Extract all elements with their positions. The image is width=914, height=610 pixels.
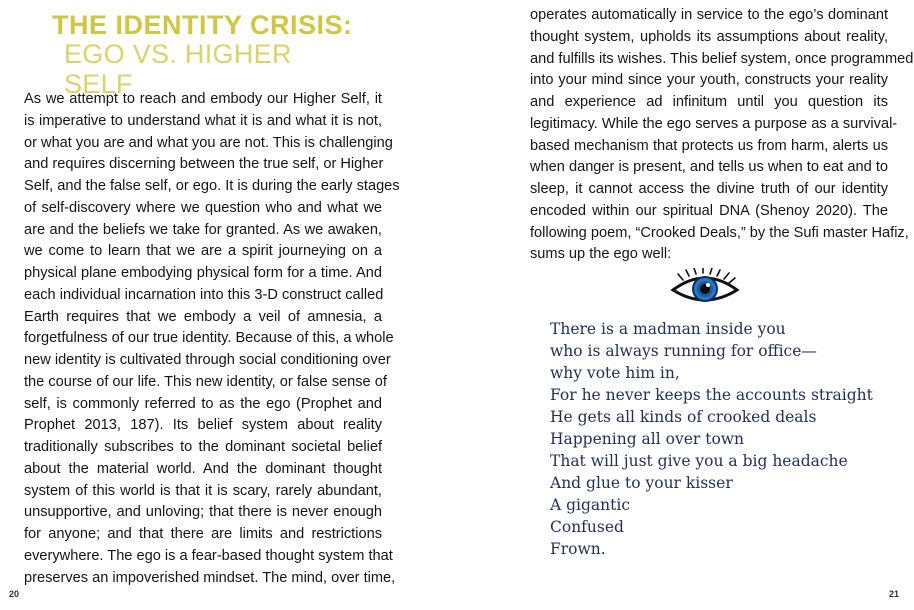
text-line: operates automatically in service to the ego’s dominant <box>530 7 888 23</box>
text-line: are and the beliefs we take for granted. As we awaken, <box>24 221 382 238</box>
poem-line: Confused <box>550 518 624 536</box>
text-line: self, is commonly referred to as the ego (Prophet and <box>24 395 382 412</box>
text-line: Prophet 2013, 187). Its belief system about reality <box>24 417 382 434</box>
text-line: everywhere. The ego is a fear-based thought system that <box>24 547 393 564</box>
text-line: and experience ad infinitum until you question its <box>530 94 888 110</box>
text-line: legitimacy. While the ego serves a purpose as a survival- <box>530 115 898 132</box>
text-line: As we attempt to reach and embody our Higher Self, it <box>24 91 382 107</box>
text-line: system of this world is that it is scary, rarely abundant, <box>24 482 382 499</box>
text-line: sleep, it cannot access the divine truth of our identity <box>530 181 888 197</box>
page-number-left: 20 <box>9 589 20 599</box>
poem-line: He gets all kinds of crooked deals <box>550 408 817 426</box>
poem-line: why vote him in, <box>550 364 680 382</box>
text-line: into your mind since your youth, constructs your reality <box>530 72 888 89</box>
text-line: new identity is cultivated through social conditioning over <box>24 352 391 368</box>
text-line: Earth requires that we embody a veil of amnesia, a <box>24 308 382 325</box>
text-line: Self, and the false self, or ego. It is during the early stages <box>24 178 400 194</box>
page-number-right: 21 <box>889 589 900 599</box>
body-paragraph-right <box>530 5 914 266</box>
text-line: of self-discovery where we question who and what we <box>24 199 382 216</box>
text-line: when danger is present, and tells us when to eat and to <box>530 159 888 176</box>
poem-crooked-deals <box>550 318 880 560</box>
text-line: preserves an impoverished mindset. The mind, over time, <box>24 569 396 586</box>
eye-icon <box>669 268 741 308</box>
text-line: sums up the ego well: <box>530 246 672 263</box>
text-line: and requires discerning between the true self, or Higher <box>24 156 384 173</box>
text-line: about the material world. And the dominant thought <box>24 460 382 477</box>
text-line: following poem, “Crooked Deals,” by the Sufi master Hafiz, <box>530 224 909 241</box>
text-line: each individual incarnation into this 3-D construct called <box>24 286 384 303</box>
text-line: unsupportive, and unloving; that there is never enough <box>24 504 382 521</box>
text-line: or what you are and what you are not. This is challenging <box>24 134 393 151</box>
poem-line: For he never keeps the accounts straight <box>550 386 873 404</box>
text-line: for anyone; and that there are limits and restrictions <box>24 526 382 542</box>
poem-line: Frown. <box>550 540 606 558</box>
text-line: we come to learn that we are a spirit journeying on a <box>24 243 382 260</box>
text-line: and fulfills its wishes. This belief system, once programmed <box>530 50 914 67</box>
body-paragraph-left <box>24 89 400 589</box>
text-line: traditionally subscribes to the dominant societal belief <box>24 439 382 455</box>
text-line: forgetfulness of our true identity. Because of this, a whole <box>24 330 394 347</box>
chapter-heading-line-2: EGO VS. HIGHER SELF <box>64 39 292 99</box>
text-line: physical plane embodying physical form for a time. And <box>24 265 382 281</box>
text-line: is imperative to understand what it is and what it is not, <box>24 112 382 129</box>
poem-line: That will just give you a big headache <box>550 452 848 470</box>
text-line: encoded within our spiritual DNA (Shenoy 2020). The <box>530 202 888 219</box>
poem-line: A gigantic <box>550 496 631 514</box>
text-line: based mechanism that protects us from harm, alerts us <box>530 137 888 154</box>
poem-line: who is always running for office— <box>550 342 817 360</box>
text-line: the course of our life. This new identity, or false sense of <box>24 373 387 390</box>
poem-line: There is a madman inside you <box>550 320 786 338</box>
text-line: thought system, upholds its assumptions about reality, <box>530 28 888 45</box>
poem-line: And glue to your kisser <box>550 474 733 492</box>
chapter-heading-line-1: THE IDENTITY CRISIS: <box>52 10 353 40</box>
poem-line: Happening all over town <box>550 430 745 448</box>
